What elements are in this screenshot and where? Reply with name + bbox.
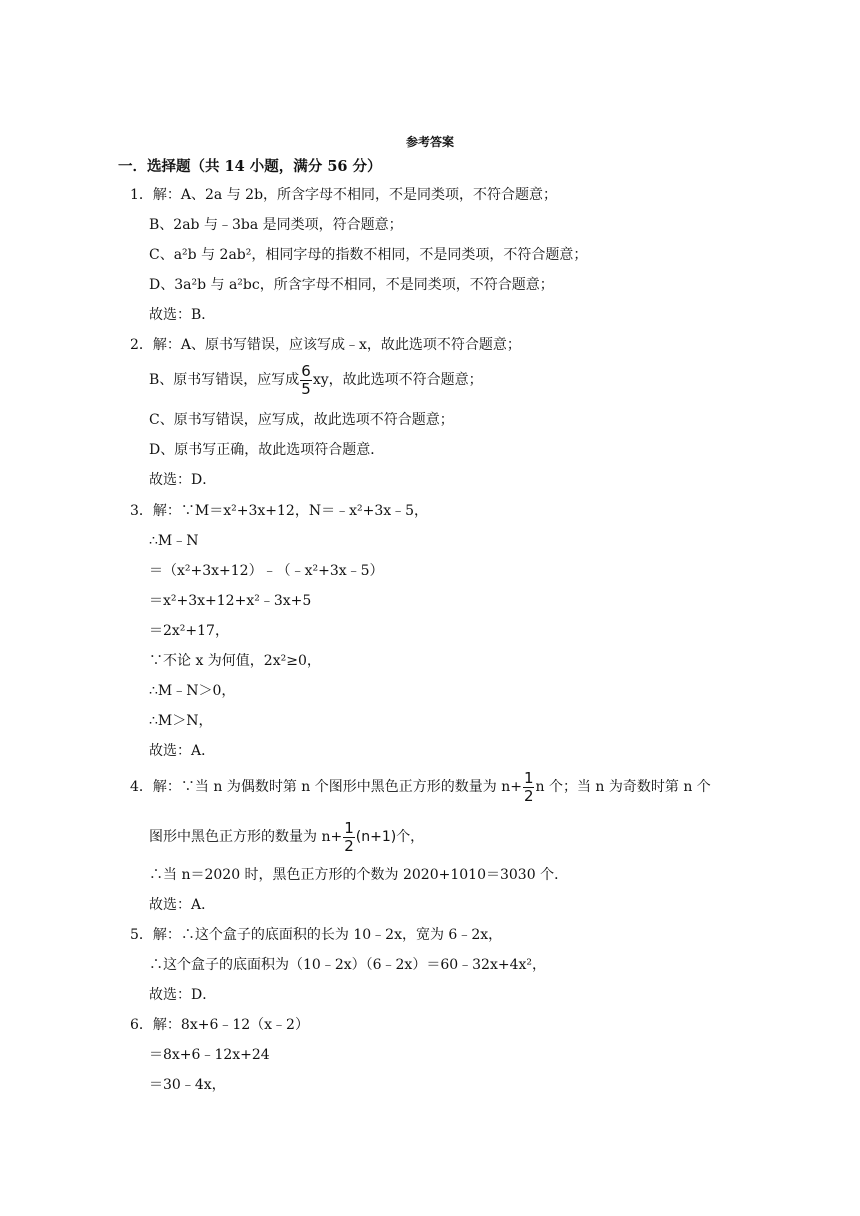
q3-line-7: ∴M﹣N＞0， [149, 683, 236, 699]
q4-line-1-text-b: n 个；当 n 为奇数时第 n 个 [535, 779, 711, 795]
q3-line-4: ＝x²+3x+12+x²﹣3x+5 [149, 593, 312, 609]
fraction-numerator: 1 [523, 768, 534, 787]
fraction-denominator: 2 [344, 836, 354, 855]
q3-line-3: ＝（x²+3x+12）﹣（﹣x²+3x﹣5） [149, 563, 384, 579]
fraction-numerator: 1 [344, 818, 354, 837]
q2-line-2-text-b: xy，故此选项不符合题意； [312, 372, 483, 388]
q6-line-1: 6．解：8x+6﹣12（x﹣2） [130, 1017, 309, 1033]
q1-line-3: C、a²b 与 2ab²，相同字母的指数不相同，不是同类项，不符合题意； [149, 247, 588, 263]
q2-line-3: C、原书写错误，应写成，故此选项不符合题意； [149, 412, 454, 428]
q4-line-3: ∴当 n＝2020 时，黑色正方形的个数为 2020+1010＝3030 个． [149, 867, 569, 883]
fraction-one-half [343, 820, 355, 855]
q4-line-2-text-a: 图形中黑色正方形的数量为 n+ [149, 829, 343, 845]
fraction-denominator: 5 [301, 379, 311, 398]
q4-line-2 [149, 818, 424, 856]
q3-line-5: ＝2x²+17， [149, 623, 229, 639]
q1-line-1: 1．解：A、2a 与 2b，所含字母不相同，不是同类项，不符合题意； [130, 187, 558, 203]
q2-line-2 [149, 361, 483, 399]
answer-title: 参考答案 [405, 135, 454, 149]
q1-line-2: B、2ab 与﹣3ba 是同类项，符合题意； [149, 217, 403, 233]
q3-line-2: ∴M﹣N [149, 533, 199, 549]
q2-line-1: 2．解：A、原书写错误，应该写成﹣x，故此选项不符合题意； [130, 337, 521, 353]
section-heading: 一．选择题（共 14 小题，满分 56 分） [118, 158, 382, 175]
fraction-six-fifths [300, 363, 312, 398]
q4-line-2-text-b: 个， [396, 829, 425, 845]
q5-answer: 故选：D． [149, 987, 217, 1003]
q6-line-3: ＝30﹣4x， [149, 1077, 226, 1093]
q3-answer: 故选：A． [149, 743, 216, 759]
fraction-denominator: 2 [523, 786, 534, 805]
q1-answer: 故选：B． [149, 307, 216, 323]
q2-answer: 故选：D． [149, 472, 217, 488]
fraction-one-half [523, 770, 535, 805]
fraction-numerator: 6 [301, 361, 311, 380]
q2-line-2-text-a: B、原书写错误，应写成 [149, 372, 300, 388]
q1-line-4: D、3a²b 与 a²bc，所含字母不相同，不是同类项，不符合题意； [149, 277, 554, 293]
q5-line-1: 5．解：∴这个盒子的底面积的长为 10﹣2x，宽为 6﹣2x， [130, 927, 503, 943]
q5-line-2: ∴这个盒子的底面积为（10﹣2x）（6﹣2x）＝60﹣32x+4x²， [149, 957, 546, 973]
q3-line-1: 3．解：∵M＝x²+3x+12，N＝﹣x²+3x﹣5， [130, 503, 429, 519]
q6-line-2: ＝8x+6﹣12x+24 [149, 1047, 270, 1063]
q4-answer: 故选：A． [149, 897, 216, 913]
q3-line-8: ∴M＞N， [149, 713, 213, 729]
q4-line-1-text-a: 4．解：∵当 n 为偶数时第 n 个图形中黑色正方形的数量为 n+ [130, 779, 522, 795]
q3-line-6: ∵不论 x 为何值，2x²≥0， [149, 653, 321, 669]
n-plus-one-expression: (n+1) [355, 829, 397, 845]
q2-line-4: D、原书写正确，故此选项符合题意． [149, 442, 385, 458]
q4-line-1 [130, 768, 711, 806]
